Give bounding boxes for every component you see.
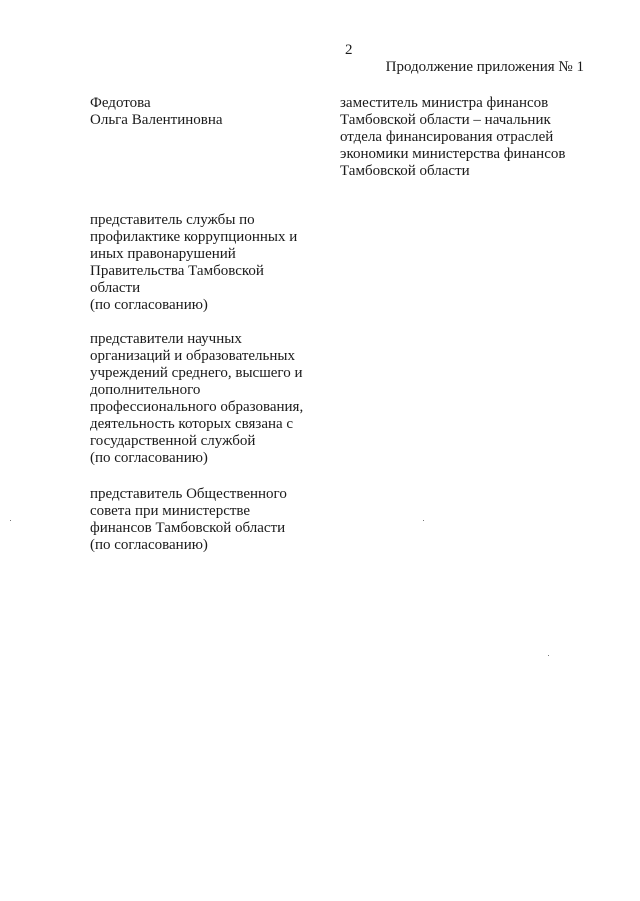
anticorruption-service-representative: [90, 212, 297, 314]
member-position: [340, 95, 565, 180]
text-line: деятельность которых связана с: [90, 416, 294, 432]
text-line: представитель службы по: [90, 212, 255, 228]
member-name: [90, 95, 223, 129]
text-line: учреждений среднего, высшего и: [90, 365, 303, 381]
scan-speck: [10, 520, 11, 521]
scientific-educational-representatives: [90, 331, 303, 467]
text-line: организаций и образовательных: [90, 348, 295, 364]
position-line: экономики министерства финансов: [340, 146, 566, 162]
text-line: Правительства Тамбовской: [90, 263, 264, 279]
position-line: Тамбовской области – начальник: [340, 112, 551, 128]
text-line: области: [90, 280, 141, 296]
text-line: профессионального образования,: [90, 399, 304, 415]
scan-speck: [548, 655, 549, 656]
text-line: совета при министерстве: [90, 503, 251, 519]
scan-speck: [423, 520, 424, 521]
position-line: заместитель министра финансов: [340, 95, 549, 111]
text-line: (по согласованию): [90, 450, 208, 466]
text-line: финансов Тамбовской области: [90, 520, 286, 536]
text-line: (по согласованию): [90, 537, 208, 553]
member-surname: Федотова: [90, 95, 151, 111]
public-council-representative: [90, 486, 287, 554]
text-line: представитель Общественного: [90, 486, 287, 502]
text-line: (по согласованию): [90, 297, 208, 313]
appendix-continuation-note: Продолжение приложения № 1: [385, 59, 584, 75]
page-number: 2: [345, 42, 353, 58]
text-line: государственной службой: [90, 433, 256, 449]
text-line: профилактике коррупционных и: [90, 229, 298, 245]
text-line: иных правонарушений: [90, 246, 236, 262]
member-given-names: Ольга Валентиновна: [90, 112, 223, 128]
position-line: Тамбовской области: [340, 163, 470, 179]
text-line: дополнительного: [90, 382, 201, 398]
position-line: отдела финансирования отраслей: [340, 129, 554, 145]
text-line: представители научных: [90, 331, 242, 347]
